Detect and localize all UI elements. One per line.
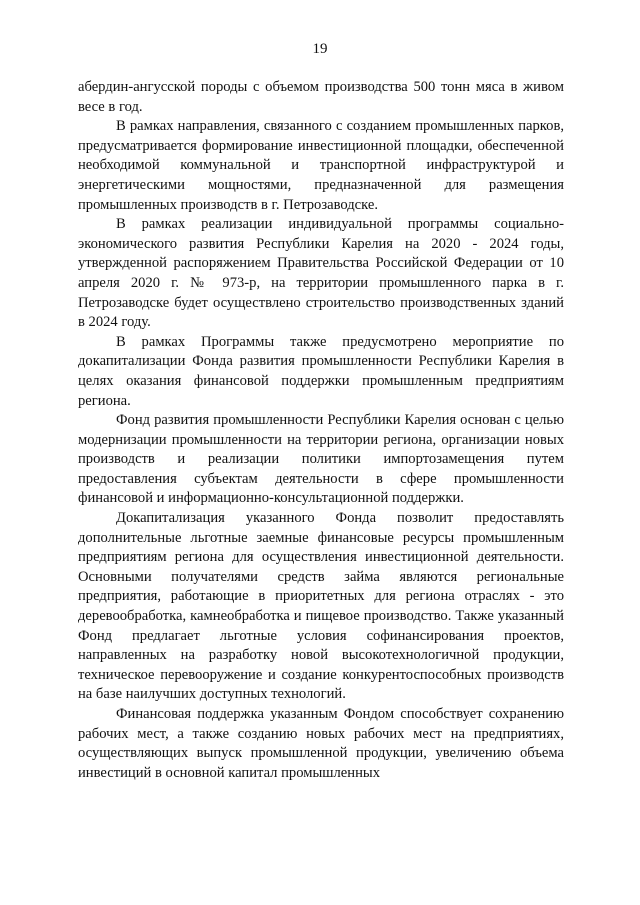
paragraph-fund-purpose: Фонд развития промышленности Республики Карелия основан с целью модернизации промышленности на территории региона, организации новых производств и реализации политики импортозамещения путем предоставления субъектам деятельности в сфере промышленности финансовой и информационно-консультационной поддержки.: [78, 412, 564, 507]
paragraph-fund-capitalization: В рамках Программы также предусмотрено мероприятие по докапитализации Фонда развития промышленности Республики Карелия в целях оказания финансовой поддержки промышленным предприятиям региона.: [78, 333, 564, 409]
paragraph-fund-resources: Докапитализация указанного Фонда позволит предоставлять дополнительные льготные заемные финансовые ресурсы промышленным предприятиям региона для осуществления инвестиционной деятельности. Основными получателями средств займа являются региональные предприятия, работающие в приоритетных для региона отраслях - это деревообработка, камнеобработка и пищевое производство. Также указанный Фонд предлагает льготные условия софинансирования проектов, направленных на разработку новой высокотехнологичной продукции, техническое перевооружение и создание конкурентоспособных производств на базе наилучших доступных технологий.: [78, 510, 564, 703]
document-body: [78, 78, 564, 783]
page-number: 19: [312, 41, 328, 57]
paragraph-individual-program: В рамках реализации индивидуальной программы социально-экономического развития Республики Карелия на 2020 - 2024 годы, утвержденной распоряжением Правительства Российской Федерации от 10 апреля 2020 г. № 973-р, на территории промышленного парка в г. Петрозаводске будет осуществлено строительство производственных зданий в 2024 году.: [78, 216, 564, 331]
paragraph-financial-support: Финансовая поддержка указанным Фондом способствует сохранению рабочих мест, а также созданию новых рабочих мест на предприятиях, осуществляющих выпуск промышленной продукции, увеличению объема инвестиций в основной капитал промышленных: [78, 706, 564, 781]
paragraph-industrial-parks: В рамках направления, связанного с созданием промышленных парков, предусматривается формирование инвестиционной площадки, обеспеченной необходимой коммунальной и транспортной инфраструктурой и энергетическими мощностями, предназначенной для размещения промышленных производств в г. Петрозаводске.: [78, 118, 564, 213]
paragraph-continuation: абердин-ангусской породы с объемом производства 500 тонн мяса в живом весе в год.: [78, 79, 564, 115]
